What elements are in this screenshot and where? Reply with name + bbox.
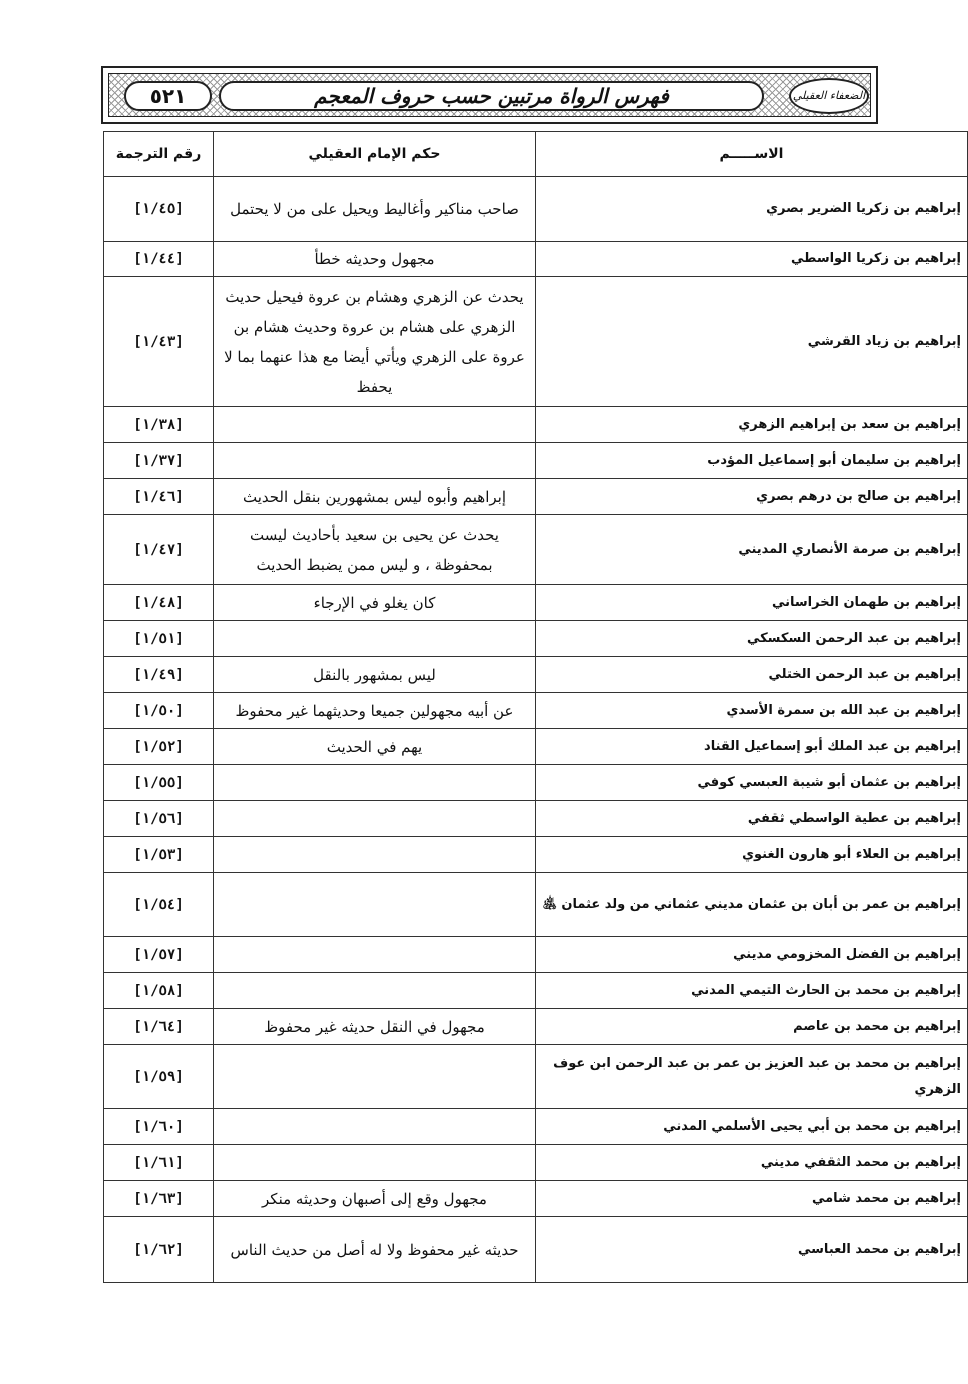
aqili-ruling (214, 1045, 536, 1109)
aqili-ruling: إبراهيم وأبوه ليس بمشهورين بنقل الحديث (214, 479, 536, 515)
translation-number: [١/٤٨] (104, 585, 214, 621)
translation-number: [١/٥٤] (104, 873, 214, 937)
column-header-name: الاســـــم (536, 132, 968, 177)
translation-number: [١/٥٥] (104, 765, 214, 801)
narrator-name: إبراهيم بن الفضل المخزومي مديني (536, 937, 968, 973)
translation-number: [١/٥١] (104, 621, 214, 657)
aqili-ruling: مجهول وحديثه خطأ (214, 242, 536, 277)
translation-number: [١/٥٦] (104, 801, 214, 837)
table-row (104, 177, 968, 242)
aqili-ruling: ليس بمشهور بالنقل (214, 657, 536, 693)
column-header-ruling: حكم الإمام العقيلي (214, 132, 536, 177)
translation-number: [١/٤٥] (104, 177, 214, 242)
table-row (104, 729, 968, 765)
translation-number: [١/٣٧] (104, 443, 214, 479)
translation-number: [١/٦٣] (104, 1181, 214, 1217)
aqili-ruling (214, 937, 536, 973)
aqili-ruling (214, 407, 536, 443)
narrator-name: إبراهيم بن عثمان أبو شيبة العبسي كوفي (536, 765, 968, 801)
translation-number: [١/٥٢] (104, 729, 214, 765)
translation-number: [١/٦٠] (104, 1109, 214, 1145)
narrator-name: إبراهيم بن عمر بن أبان بن عثمان مديني عثماني من ولد عثمان ﵁ (536, 873, 968, 937)
translation-number: [١/٤٣] (104, 277, 214, 407)
page-header (101, 66, 878, 124)
table-row (104, 657, 968, 693)
narrator-name: إبراهيم بن العلاء أبو هارون الغنوي (536, 837, 968, 873)
title-cartouche (219, 81, 764, 111)
translation-number: [١/٦٢] (104, 1217, 214, 1283)
translation-number: [١/٤٧] (104, 515, 214, 585)
narrator-name: إبراهيم بن عبد الملك أبو إسماعيل القناد (536, 729, 968, 765)
table-row (104, 479, 968, 515)
narrator-name: إبراهيم بن طهمان الخراساني (536, 585, 968, 621)
aqili-ruling: يحدث عن يحيى بن سعيد بأحاديث ليست بمحفوظة ، و ليس ممن يضبط الحديث (214, 515, 536, 585)
table-row (104, 1217, 968, 1283)
table-row (104, 407, 968, 443)
narrator-name: إبراهيم بن محمد الثقفي مديني (536, 1145, 968, 1181)
aqili-ruling: يحدث عن الزهري وهشام بن عروة فيحيل حديث الزهري على هشام بن عروة وحديث هشام بن عروة على الزهري ويأتي أيضا مع هذا عنهما بما لا يحفظ (214, 277, 536, 407)
column-header-ref: رقم الترجمة (104, 132, 214, 177)
narrator-name: إبراهيم بن سليمان أبو إسماعيل المؤدب (536, 443, 968, 479)
aqili-ruling (214, 837, 536, 873)
table-header-row (104, 132, 968, 177)
table-row (104, 1145, 968, 1181)
aqili-ruling: مجهول في النقل حديثه غير محفوظ (214, 1009, 536, 1045)
narrator-name: إبراهيم بن عبد الرحمن السكسكي (536, 621, 968, 657)
aqili-ruling (214, 801, 536, 837)
aqili-ruling (214, 443, 536, 479)
table-row (104, 873, 968, 937)
page-number-cartouche (124, 81, 212, 111)
table-row (104, 585, 968, 621)
narrator-name: إبراهيم بن محمد بن عاصم (536, 1009, 968, 1045)
page-title: فهرس الرواة مرتبين حسب حروف المعجم (314, 84, 669, 108)
book-seal (789, 78, 869, 114)
translation-number: [١/٥٣] (104, 837, 214, 873)
narrator-name: إبراهيم بن زكريا الواسطي (536, 242, 968, 277)
table-row (104, 801, 968, 837)
translation-number: [١/٥٩] (104, 1045, 214, 1109)
translation-number: [١/٦١] (104, 1145, 214, 1181)
narrator-name: إبراهيم بن عبد الرحمن الختلي (536, 657, 968, 693)
aqili-ruling: مجهول وقع إلى أصبهان وحديثه منكر (214, 1181, 536, 1217)
aqili-ruling (214, 765, 536, 801)
aqili-ruling (214, 621, 536, 657)
table-row (104, 937, 968, 973)
table-row (104, 277, 968, 407)
table-row (104, 1009, 968, 1045)
aqili-ruling (214, 973, 536, 1009)
narrator-name: إبراهيم بن عبد الله بن سمرة الأسدي (536, 693, 968, 729)
translation-number: [١/٦٤] (104, 1009, 214, 1045)
ornamental-frame (108, 73, 871, 117)
translation-number: [١/٥٠] (104, 693, 214, 729)
aqili-ruling (214, 1145, 536, 1181)
narrators-index-table (103, 131, 968, 1283)
table-row (104, 1109, 968, 1145)
table-row (104, 973, 968, 1009)
translation-number: [١/٣٨] (104, 407, 214, 443)
narrator-name: إبراهيم بن صرمة الأنصاري المديني (536, 515, 968, 585)
translation-number: [١/٤٩] (104, 657, 214, 693)
page-number: ٥٢١ (149, 84, 187, 108)
aqili-ruling: عن أبيه مجهولين جميعا وحديثهما غير محفوظ (214, 693, 536, 729)
translation-number: [١/٥٧] (104, 937, 214, 973)
table-row (104, 837, 968, 873)
aqili-ruling: حديثه غير محفوظ ولا له أصل من حديث الناس (214, 1217, 536, 1283)
narrator-name: إبراهيم بن محمد بن عبد العزيز بن عمر بن عبد الرحمن ابن عوف الزهري (536, 1045, 968, 1109)
narrator-name: إبراهيم بن محمد بن أبي يحيى الأسلمي المدني (536, 1109, 968, 1145)
aqili-ruling: كان يغلو في الإرجاء (214, 585, 536, 621)
translation-number: [١/٤٦] (104, 479, 214, 515)
narrator-name: إبراهيم بن زياد القرشي (536, 277, 968, 407)
narrator-name: إبراهيم بن محمد بن الحارث التيمي المدني (536, 973, 968, 1009)
translation-number: [١/٥٨] (104, 973, 214, 1009)
aqili-ruling: صاحب مناكير وأغاليط ويحيل على من لا يحتمل (214, 177, 536, 242)
table-row (104, 765, 968, 801)
table-row (104, 693, 968, 729)
table-row (104, 443, 968, 479)
narrator-name: إبراهيم بن صالح بن درهم بصري (536, 479, 968, 515)
table-row (104, 1045, 968, 1109)
translation-number: [١/٤٤] (104, 242, 214, 277)
narrator-name: إبراهيم بن محمد العباسي (536, 1217, 968, 1283)
table-row (104, 621, 968, 657)
aqili-ruling (214, 1109, 536, 1145)
narrator-name: إبراهيم بن زكريا الضرير بصري (536, 177, 968, 242)
table-row (104, 515, 968, 585)
seal-text: الضعفاء العقيلي (792, 89, 866, 102)
aqili-ruling: يهم في الحديث (214, 729, 536, 765)
narrator-name: إبراهيم بن عطية الواسطي ثقفي (536, 801, 968, 837)
narrator-name: إبراهيم بن محمد شامي (536, 1181, 968, 1217)
narrator-name: إبراهيم بن سعد بن إبراهيم الزهري (536, 407, 968, 443)
table-row (104, 242, 968, 277)
table-row (104, 1181, 968, 1217)
aqili-ruling (214, 873, 536, 937)
